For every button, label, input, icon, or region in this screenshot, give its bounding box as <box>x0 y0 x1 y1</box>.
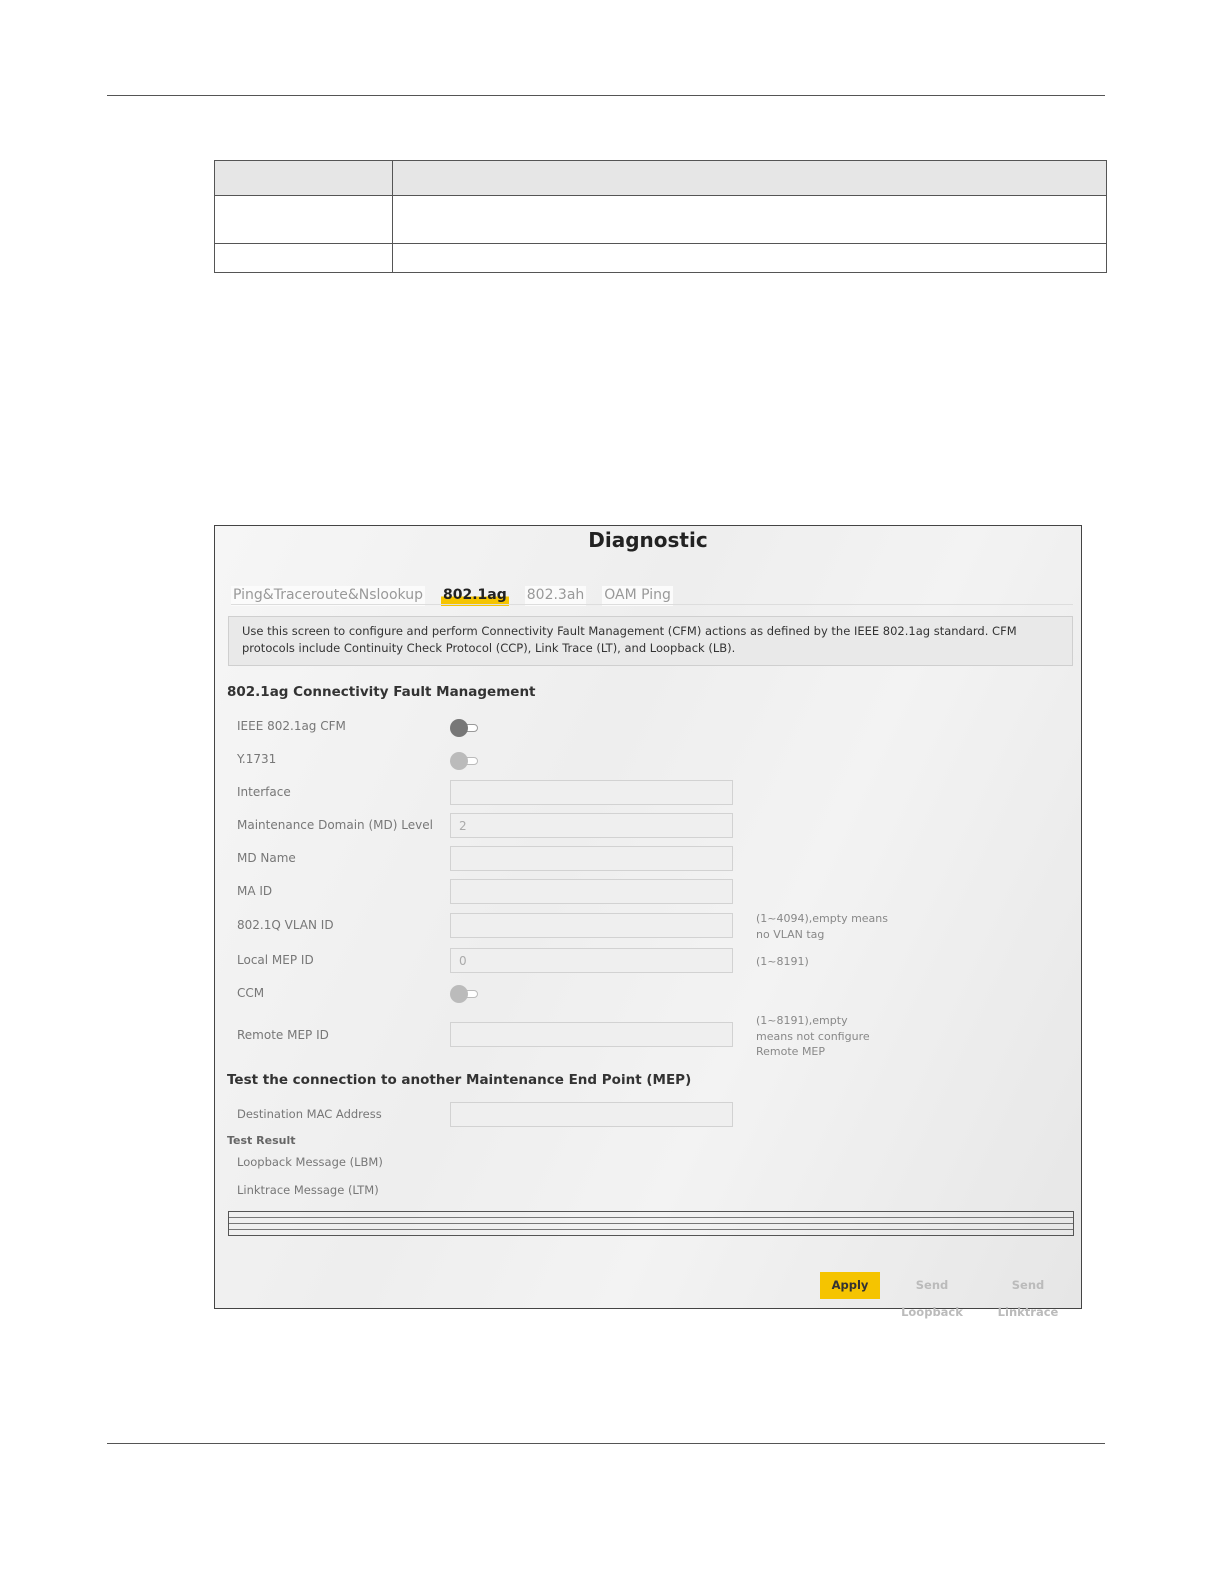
y1731-label: Y.1731 <box>237 752 277 766</box>
result-line <box>229 1217 1073 1218</box>
header-rule <box>107 95 1105 96</box>
toggle-knob <box>450 985 468 1003</box>
y1731-toggle[interactable] <box>450 752 480 770</box>
table-header-row <box>215 161 1107 196</box>
md-level-field[interactable]: 2 <box>450 813 733 838</box>
remote-mep-hint: (1~8191),empty means not configure Remote MEP <box>756 1014 870 1058</box>
dest-mac-field[interactable] <box>450 1102 733 1127</box>
table-cell <box>215 244 393 273</box>
ccm-toggle[interactable] <box>450 985 480 1003</box>
apply-button[interactable]: Apply <box>820 1272 880 1299</box>
test-result-box <box>228 1211 1074 1236</box>
toggle-knob <box>450 752 468 770</box>
tab-oam-ping[interactable]: OAM Ping <box>602 586 673 606</box>
toggle-knob <box>450 719 468 737</box>
table-row <box>215 196 1107 244</box>
section-title-cfm: 802.1ag Connectivity Fault Management <box>227 684 536 700</box>
table-cell <box>393 244 1107 273</box>
send-loopback-button[interactable]: Send Loopback <box>901 1278 963 1319</box>
result-line <box>229 1229 1073 1230</box>
tab-bar <box>231 586 673 606</box>
lbm-label: Loopback Message (LBM) <box>237 1155 383 1169</box>
vlan-id-field[interactable] <box>450 913 733 938</box>
vlan-id-label: 802.1Q VLAN ID <box>237 918 334 932</box>
local-mep-hint: (1~8191) <box>756 955 809 968</box>
vlan-id-hint: (1~4094),empty means no VLAN tag <box>756 912 888 941</box>
section-title-test: Test the connection to another Maintenance End Point (MEP) <box>227 1072 692 1088</box>
ccm-label: CCM <box>237 986 265 1000</box>
table-cell <box>393 161 1107 196</box>
tab-802-1ag[interactable]: 802.1ag <box>441 586 509 606</box>
dest-mac-label: Destination MAC Address <box>237 1107 382 1121</box>
table-row <box>215 244 1107 273</box>
cfm-label: IEEE 802.1ag CFM <box>237 719 346 733</box>
md-name-label: MD Name <box>237 851 296 865</box>
table-cell <box>215 161 393 196</box>
ma-id-label: MA ID <box>237 884 273 898</box>
local-mep-label: Local MEP ID <box>237 953 314 967</box>
table-cell <box>393 196 1107 244</box>
table-cell <box>215 196 393 244</box>
remote-mep-label: Remote MEP ID <box>237 1028 329 1042</box>
md-level-label: Maintenance Domain (MD) Level <box>237 818 433 832</box>
result-line <box>229 1223 1073 1224</box>
description-table <box>214 160 1107 273</box>
tab-underline <box>231 604 1073 605</box>
test-result-label: Test Result <box>227 1134 296 1147</box>
cfm-toggle[interactable] <box>450 719 480 737</box>
tab-802-3ah[interactable]: 802.3ah <box>525 586 587 606</box>
page-title: Diagnostic <box>588 528 708 552</box>
ma-id-field[interactable] <box>450 879 733 904</box>
diagnostic-screenshot <box>214 525 1082 1319</box>
footer-rule <box>107 1443 1105 1444</box>
info-box: Use this screen to configure and perform Connectivity Fault Management (CFM) actions as defined by the IEEE 802.1ag standard. CFM protocols include Continuity Check Protocol (CCP), Link Trace (LT), and Loopback (LB). <box>228 616 1073 666</box>
interface-field[interactable] <box>450 780 733 805</box>
local-mep-field[interactable]: 0 <box>450 948 733 973</box>
remote-mep-field[interactable] <box>450 1022 733 1047</box>
ltm-label: Linktrace Message (LTM) <box>237 1183 379 1197</box>
tab-ping-traceroute-nslookup[interactable]: Ping&Traceroute&Nslookup <box>231 586 425 606</box>
interface-label: Interface <box>237 785 291 799</box>
md-name-field[interactable] <box>450 846 733 871</box>
send-linktrace-button[interactable]: Send Linktrace <box>997 1278 1059 1319</box>
